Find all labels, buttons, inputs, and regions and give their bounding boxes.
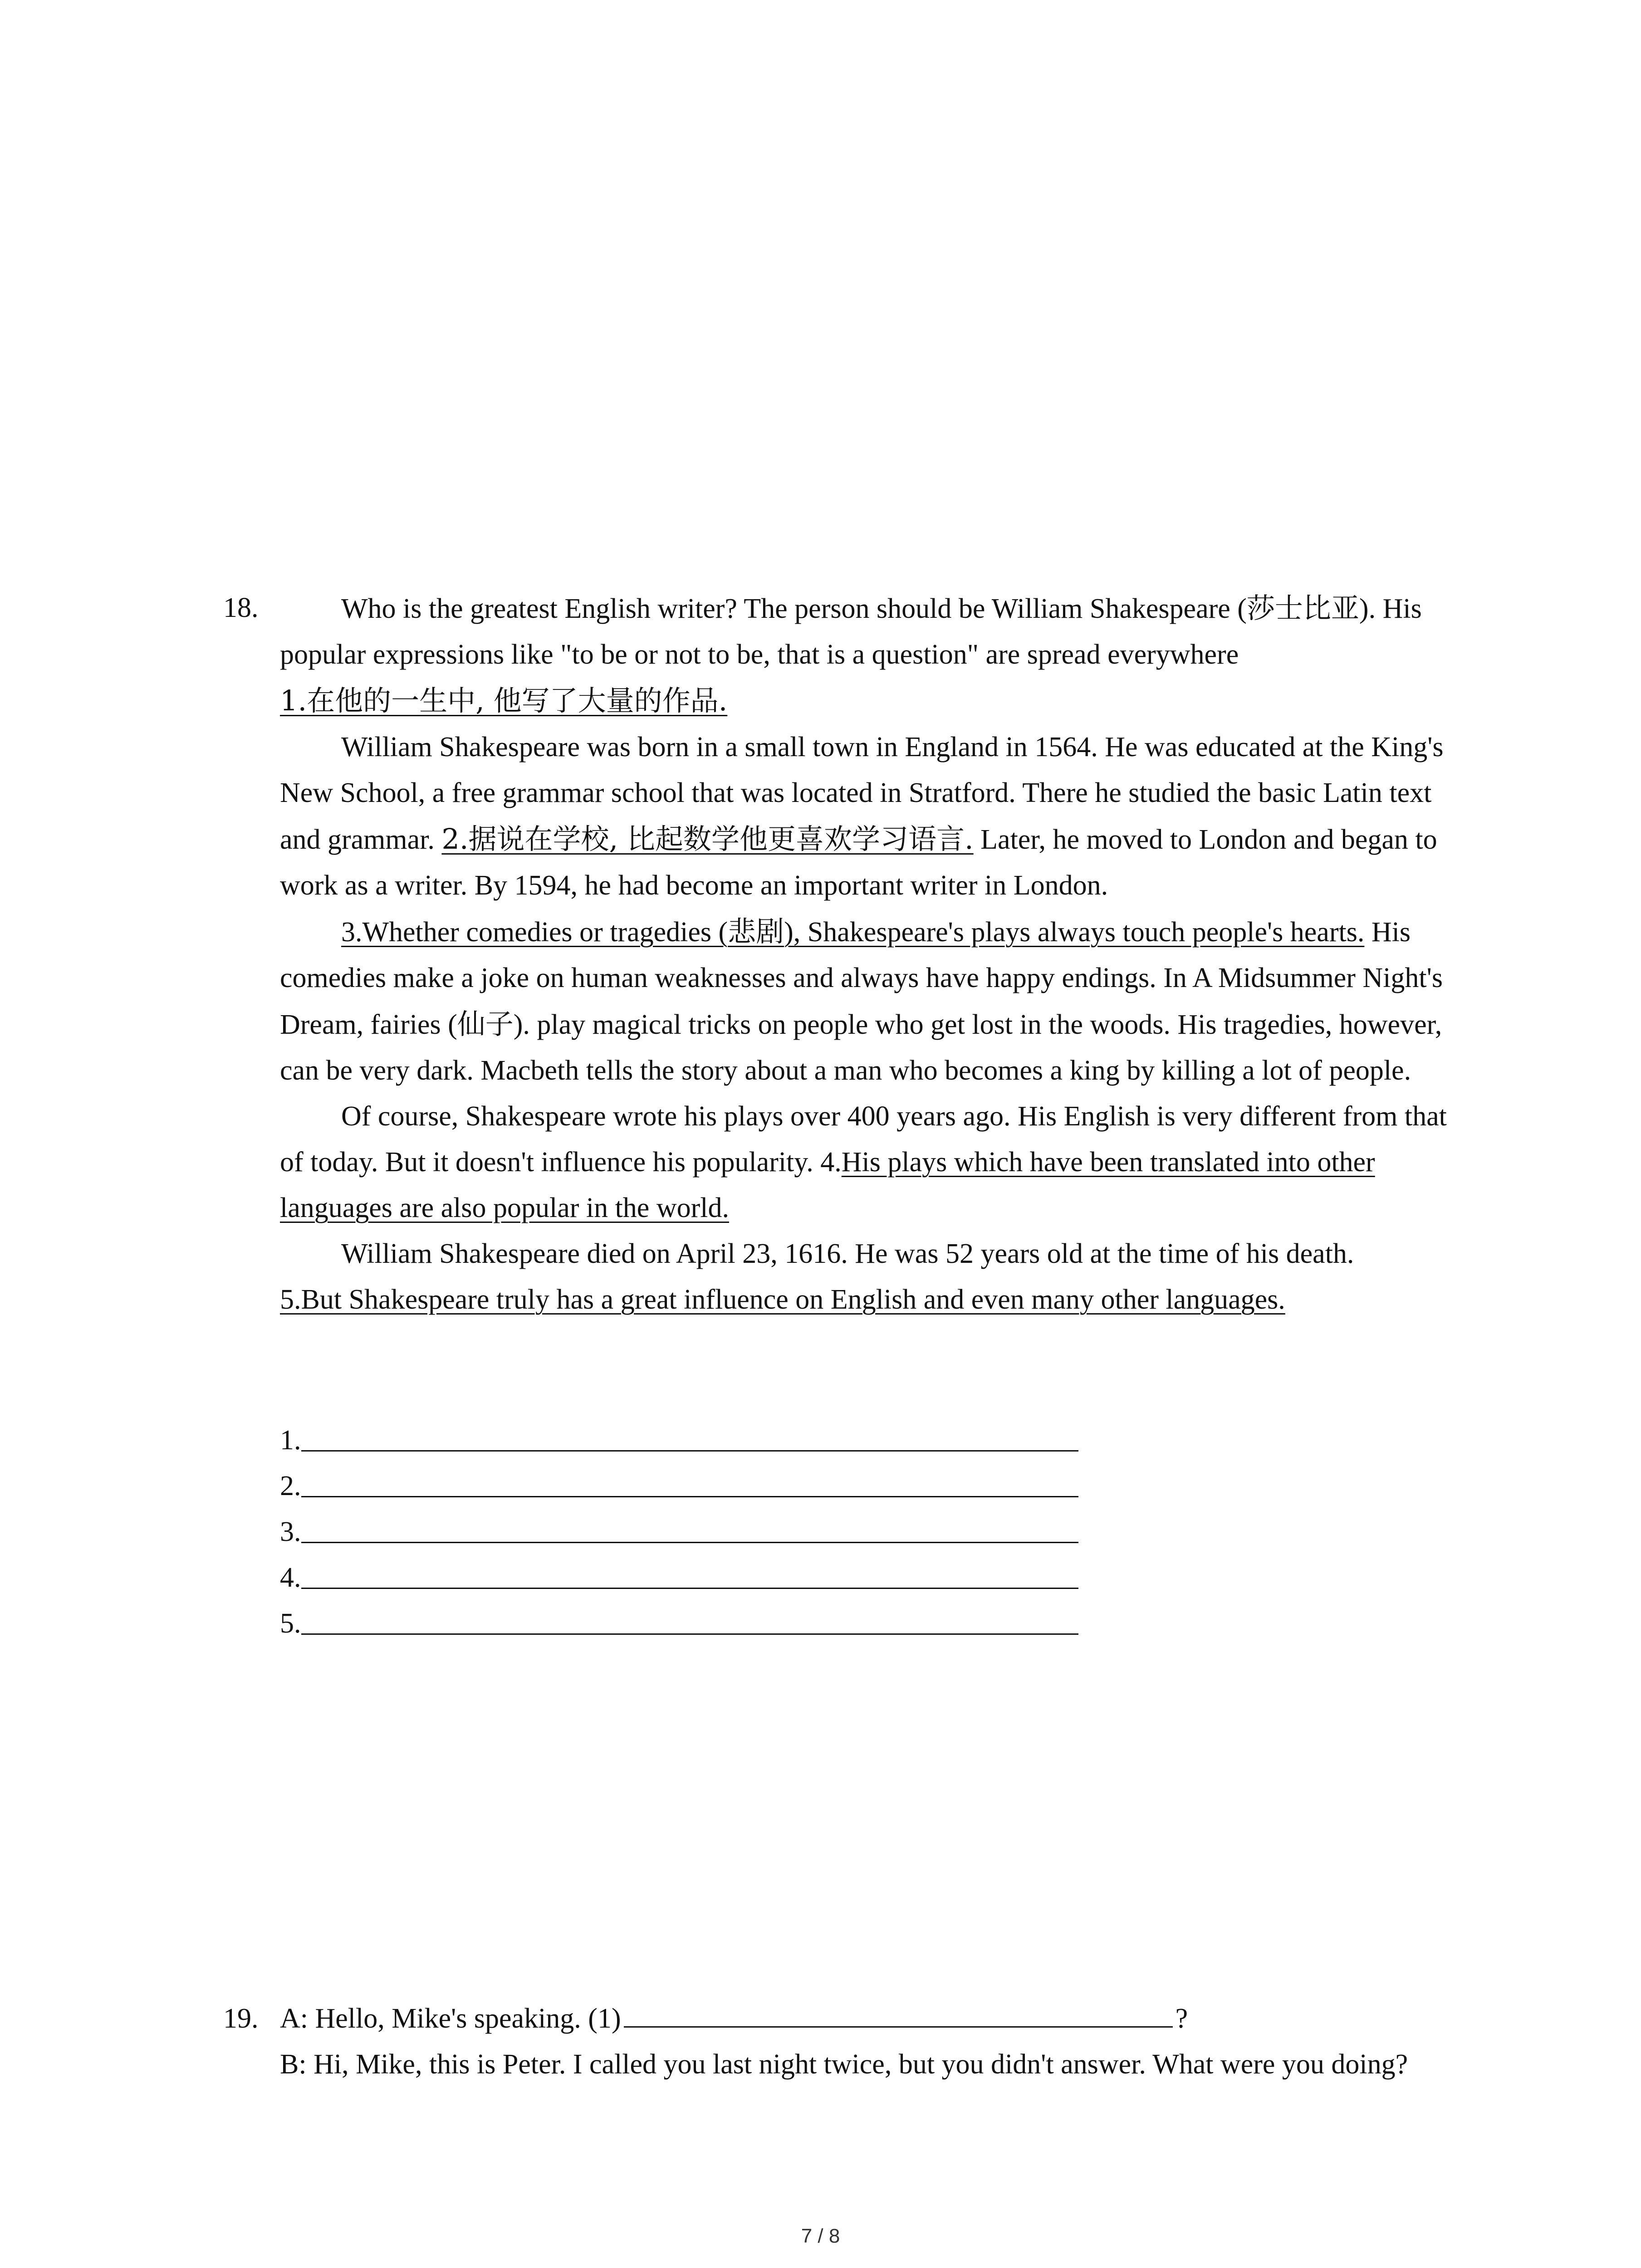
passage-text: ). play magical tricks on people who get lost in the woods. His tragedies, however, can be very dark. Macbeth tells the story about a man who becomes a king by killing a lot of people. bbox=[280, 1009, 1442, 1086]
sentence-3-part: ), Shakespeare's plays always touch people's hearts. bbox=[784, 917, 1365, 948]
answer-blank[interactable] bbox=[301, 1423, 1079, 1452]
answer-row-1[interactable] bbox=[280, 1418, 1078, 1463]
underlined-sentence-3 bbox=[341, 917, 1364, 948]
dialogue-line-1 bbox=[280, 1996, 1460, 2042]
answer-row-4[interactable] bbox=[280, 1555, 1078, 1601]
passage-paragraph-2 bbox=[280, 724, 1460, 909]
question-19 bbox=[223, 1996, 1457, 2087]
underlined-sentence-2: 2.据说在学校, 比起数学他更喜欢学习语言. bbox=[441, 822, 974, 855]
answer-number: 5. bbox=[280, 1608, 301, 1639]
answer-blank[interactable] bbox=[301, 1469, 1079, 1497]
passage-text: ). His popular expressions like "to be or not to be, that is a question" are spread everywhere bbox=[280, 593, 1422, 670]
page-number: 7 / 8 bbox=[801, 2225, 840, 2247]
passage-text: Who is the greatest English writer? The person should be William Shakespeare ( bbox=[341, 593, 1247, 624]
passage-text: William Shakespeare died on April 23, 1616. He was 52 years old at the time of his death. bbox=[341, 1238, 1354, 1269]
dialogue-text: A: Hello, Mike's speaking. (1) bbox=[280, 2003, 621, 2034]
question-number: 18. bbox=[223, 592, 259, 623]
chinese-gloss: 仙子 bbox=[457, 1007, 514, 1041]
passage-paragraph-5 bbox=[280, 1231, 1460, 1323]
dialogue-blank-1[interactable] bbox=[624, 1998, 1173, 2028]
dialogue bbox=[280, 1996, 1460, 2087]
underlined-sentence-5: 5.But Shakespeare truly has a great influence on English and even many other languages. bbox=[280, 1284, 1285, 1315]
answer-number: 1. bbox=[280, 1425, 301, 1456]
answer-number: 3. bbox=[280, 1516, 301, 1547]
passage-paragraph-1 bbox=[280, 585, 1460, 724]
passage-text: Later, he moved to London and began to work as a writer. By 1594, he had become an important writer in London. bbox=[280, 824, 1437, 901]
passage-paragraph-3 bbox=[280, 909, 1460, 1094]
passage bbox=[280, 585, 1460, 1323]
sentence-3-part: 3.Whether comedies or tragedies ( bbox=[341, 917, 728, 948]
answer-lines bbox=[280, 1418, 1078, 1647]
answer-number: 4. bbox=[280, 1562, 301, 1593]
answer-blank[interactable] bbox=[301, 1560, 1079, 1589]
question-number: 19. bbox=[223, 2003, 259, 2034]
passage-paragraph-4 bbox=[280, 1094, 1460, 1231]
passage-text: William Shakespeare was born in a small town in England in 1564. He was educated at the King's New School, a free grammar school that was located in Stratford. There he studied the basic Latin text and grammar. bbox=[280, 732, 1444, 855]
chinese-gloss: 悲剧 bbox=[728, 915, 784, 948]
passage-text: Of course, Shakespeare wrote his plays over 400 years ago. His English is very different from that of today. But it doesn't influence his popularity. 4. bbox=[280, 1101, 1447, 1178]
answer-blank[interactable] bbox=[301, 1515, 1079, 1543]
answer-row-2[interactable] bbox=[280, 1463, 1078, 1509]
underlined-sentence-4: His plays which have been translated into other languages are also popular in the world. bbox=[280, 1147, 1375, 1223]
chinese-gloss: 莎士比亚 bbox=[1246, 591, 1359, 625]
answer-row-5[interactable] bbox=[280, 1601, 1078, 1647]
answer-blank[interactable] bbox=[301, 1606, 1079, 1635]
passage-text: His comedies make a joke on human weaknesses and always have happy endings. In A Midsummer Night's Dream, fairies ( bbox=[280, 917, 1443, 1040]
dialogue-line-2: B: Hi, Mike, this is Peter. I called you last night twice, but you didn't answer. What were you doing? bbox=[280, 2049, 1408, 2080]
answer-row-3[interactable] bbox=[280, 1509, 1078, 1555]
underlined-sentence-1: 1.在他的一生中, 他写了大量的作品. bbox=[280, 684, 728, 717]
answer-number: 2. bbox=[280, 1471, 301, 1501]
question-18 bbox=[223, 585, 1457, 1323]
dialogue-text: ? bbox=[1175, 2003, 1188, 2034]
